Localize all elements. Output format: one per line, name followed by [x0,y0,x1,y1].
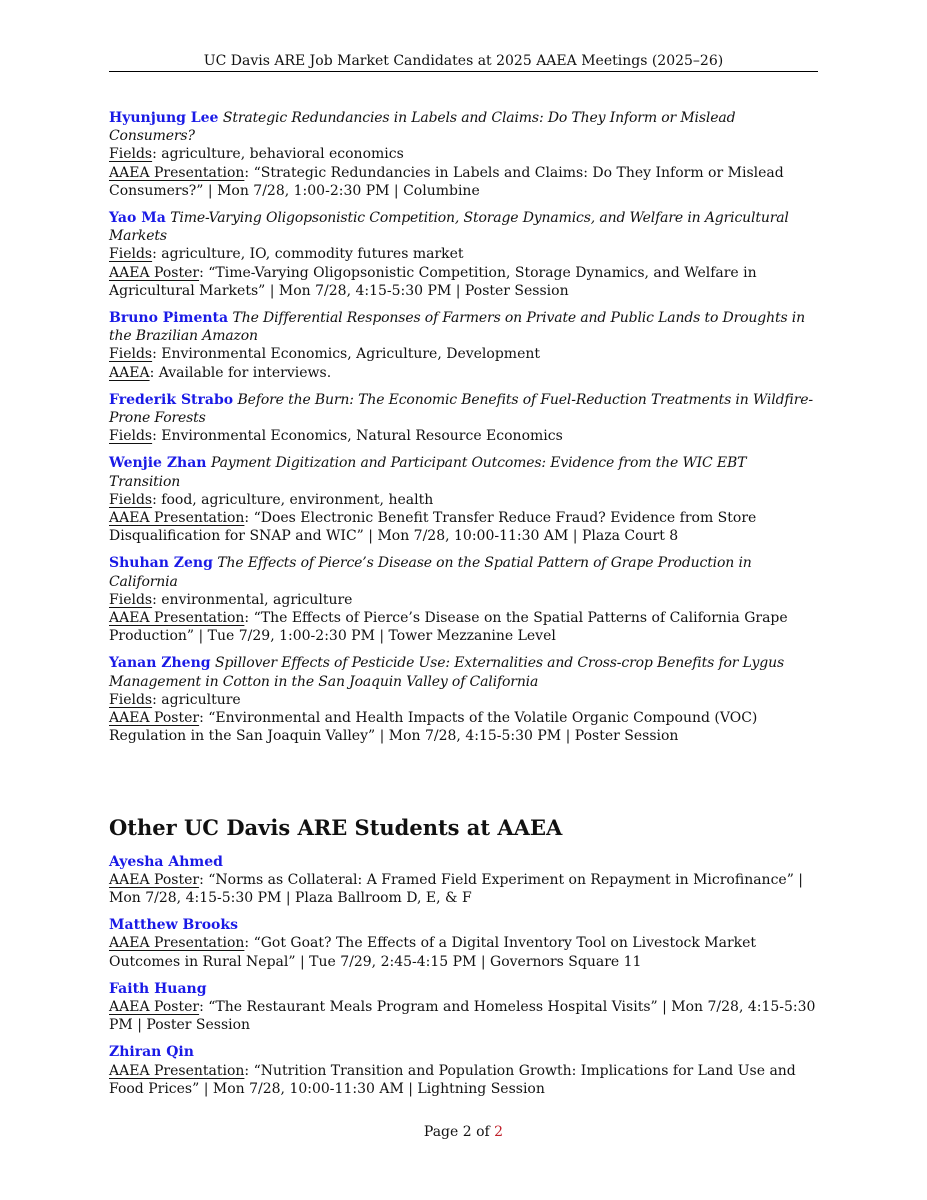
page-footer [0,1123,927,1141]
event-text: : “The Effects of Pierce’s Disease on the Spatial Patterns of California Grape Production” | Tue 7/29, 1:00-2:30 PM | Tower Mezzanine Level [109,610,788,645]
fields-label: Fields [109,491,153,508]
event-text: : “Got Goat? The Effects of a Digital Inventory Tool on Livestock Market Outcomes in Rural Nepal” | Tue 7/29, 2:45-4:15 PM | Governors Square 11 [109,935,757,970]
student-name-link[interactable]: Zhiran Qin [109,1044,194,1061]
fields-label: Fields [109,146,153,163]
event-label: AAEA Poster [109,871,200,888]
student-entry [109,1043,821,1098]
candidate-name-link[interactable]: Hyunjung Lee [109,110,219,126]
fields-label: Fields [109,591,153,608]
fields-text: : agriculture, behavioral economics [152,146,404,163]
candidate-entry [109,454,821,545]
paper-title: Spillover Effects of Pesticide Use: Externalities and Cross-crop Benefits for Lygus Management in Cotton in the San Joaquin Valley of California [109,655,784,690]
event-label: AAEA Presentation [109,610,245,627]
section-heading: Other UC Davis ARE Students at AAEA [109,814,563,840]
fields-text: : food, agriculture, environment, health [152,491,434,508]
event-label: AAEA Presentation [109,935,245,952]
event-text: : “The Restaurant Meals Program and Homeless Hospital Visits” | Mon 7/28, 4:15-5:30 PM | Poster Session [109,998,816,1034]
student-entry [109,916,821,971]
running-header: UC Davis ARE Job Market Candidates at 2025 AAEA Meetings (2025–26) [203,53,724,69]
fields-text: : environmental, agriculture [152,591,353,608]
paper-title: The Effects of Pierce’s Disease on the Spatial Pattern of Grape Production in California [109,555,752,590]
total-pages-link[interactable]: 2 [494,1124,504,1140]
fields-text: : Environmental Economics, Agriculture, Development [152,346,541,363]
event-label: AAEA Poster [109,710,200,727]
event-text: : “Strategic Redundancies in Labels and Claims: Do They Inform or Mislead Consumers?” | Mon 7/28, 1:00-2:30 PM | Columbine [109,164,784,199]
event-label: AAEA Poster [109,998,200,1015]
candidate-entry [109,309,821,382]
candidate-name-link[interactable]: Frederik Strabo [109,391,234,408]
fields-text: : agriculture, IO, commodity futures market [152,246,464,263]
fields-label: Fields [109,246,153,263]
event-label: AAEA Poster [109,264,200,281]
student-entry [109,980,821,1035]
fields-label: Fields [109,346,153,363]
paper-title: Strategic Redundancies in Labels and Claims: Do They Inform or Mislead Consumers? [109,110,736,145]
fields-text: : agriculture [152,691,241,708]
candidate-name-link[interactable]: Shuhan Zeng [109,555,213,572]
page-number-prefix: Page 2 of [423,1124,495,1140]
candidate-entry [109,654,821,745]
paper-title: Before the Burn: The Economic Benefits of Fuel-Reduction Treatments in Wildfire-Prone Forests [109,391,814,427]
event-text: : Available for interviews. [149,364,332,381]
student-name-link[interactable]: Ayesha Ahmed [109,853,223,870]
student-name-link[interactable]: Matthew Brooks [109,917,238,934]
candidate-name-link[interactable]: Bruno Pimenta [109,310,229,327]
candidate-entry [109,554,821,645]
header-rule [109,71,818,72]
candidate-name-link[interactable]: Yao Ma [109,210,166,227]
event-label: AAEA Presentation [109,164,245,181]
page-content [109,109,821,1107]
candidate-entry [109,109,821,200]
event-text: : “Norms as Collateral: A Framed Field Experiment on Repayment in Microfinance” | Mon 7/28, 4:15-5:30 PM | Plaza Ballroom D, E, & F [109,871,804,906]
fields-text: : Environmental Economics, Natural Resource Economics [152,428,563,445]
candidate-name-link[interactable]: Wenjie Zhan [109,455,207,472]
event-text: : “Does Electronic Benefit Transfer Reduce Fraud? Evidence from Store Disqualification for SNAP and WIC” | Mon 7/28, 10:00-11:30 AM | Plaza Court 8 [109,510,757,545]
candidate-entry [109,391,821,446]
event-label: AAEA Presentation [109,510,245,527]
candidate-entry [109,209,821,300]
fields-label: Fields [109,428,153,445]
paper-title: Time-Varying Oligopsonistic Competition, Storage Dynamics, and Welfare in Agricultural Markets [109,210,789,245]
event-text: : “Time-Varying Oligopsonistic Competition, Storage Dynamics, and Welfare in Agricultural Markets” | Mon 7/28, 4:15-5:30 PM | Poster Session [109,264,757,299]
paper-title: The Differential Responses of Farmers on Private and Public Lands to Droughts in the Brazilian Amazon [109,310,805,345]
fields-label: Fields [109,691,153,708]
candidate-name-link[interactable]: Yanan Zheng [109,655,211,672]
event-label: AAEA [109,364,150,381]
paper-title: Payment Digitization and Participant Outcomes: Evidence from the WIC EBT Transition [109,455,747,490]
event-label: AAEA Presentation [109,1062,245,1079]
event-text: : “Environmental and Health Impacts of the Volatile Organic Compound (VOC) Regulation in the San Joaquin Valley” | Mon 7/28, 4:15-5:30 PM | Poster Session [109,710,758,745]
event-text: : “Nutrition Transition and Population Growth: Implications for Land Use and Food Prices” | Mon 7/28, 10:00-11:30 AM | Lightning Session [109,1062,796,1097]
student-name-link[interactable]: Faith Huang [109,980,207,997]
student-entry [109,853,821,908]
